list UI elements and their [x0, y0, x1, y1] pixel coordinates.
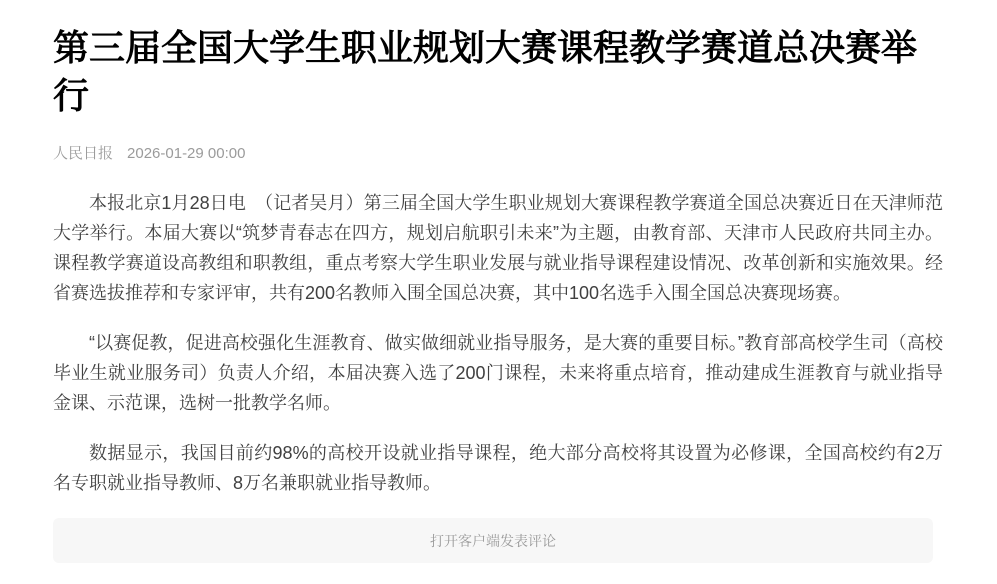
article-paragraph: 数据显示，我国目前约98%的高校开设就业指导课程，绝大部分高校将其设置为必修课，全国高校约有2万名专职就业指导教师、8万名兼职就业指导教师。 [53, 443, 943, 493]
publish-timestamp: 2026-01-29 00:00 [127, 145, 246, 162]
article-paragraph: “以赛促教，促进高校强化生涯教育、做实做细就业指导服务，是大赛的重要目标。”教育部高校学生司（高校毕业生就业服务司）负责人介绍，本届决赛入选了200门课程，未来将重点培育，推动建成生涯教育与就业指导金课、示范课，选树一批教学名师。 [53, 333, 943, 413]
article-source: 人民日报 [53, 145, 114, 162]
article-title: 第三届全国大学生职业规划大赛课程教学赛道总决赛举行 [53, 27, 918, 116]
article-paragraph: 本报北京1月28日电 （记者吴月）第三届全国大学生职业规划大赛课程教学赛道全国总决赛近日在天津师范大学举行。本届大赛以“筑梦青春志在四方，规划启航职引未来”为主题，由教育部、天津市人民政府共同主办。课程教学赛道设高教组和职教组，重点考察大学生职业发展与就业指导课程建设情况、改革创新和实施效果。经省赛选拔推荐和专家评审，共有200名教师入围全国总决赛，其中100名选手入围全国总决赛现场赛。 [53, 193, 943, 303]
open-client-comment-button[interactable] [53, 518, 933, 563]
comment-bar-label: 打开客户端发表评论 [430, 532, 556, 549]
article-meta [53, 144, 944, 164]
article-body [53, 188, 943, 498]
